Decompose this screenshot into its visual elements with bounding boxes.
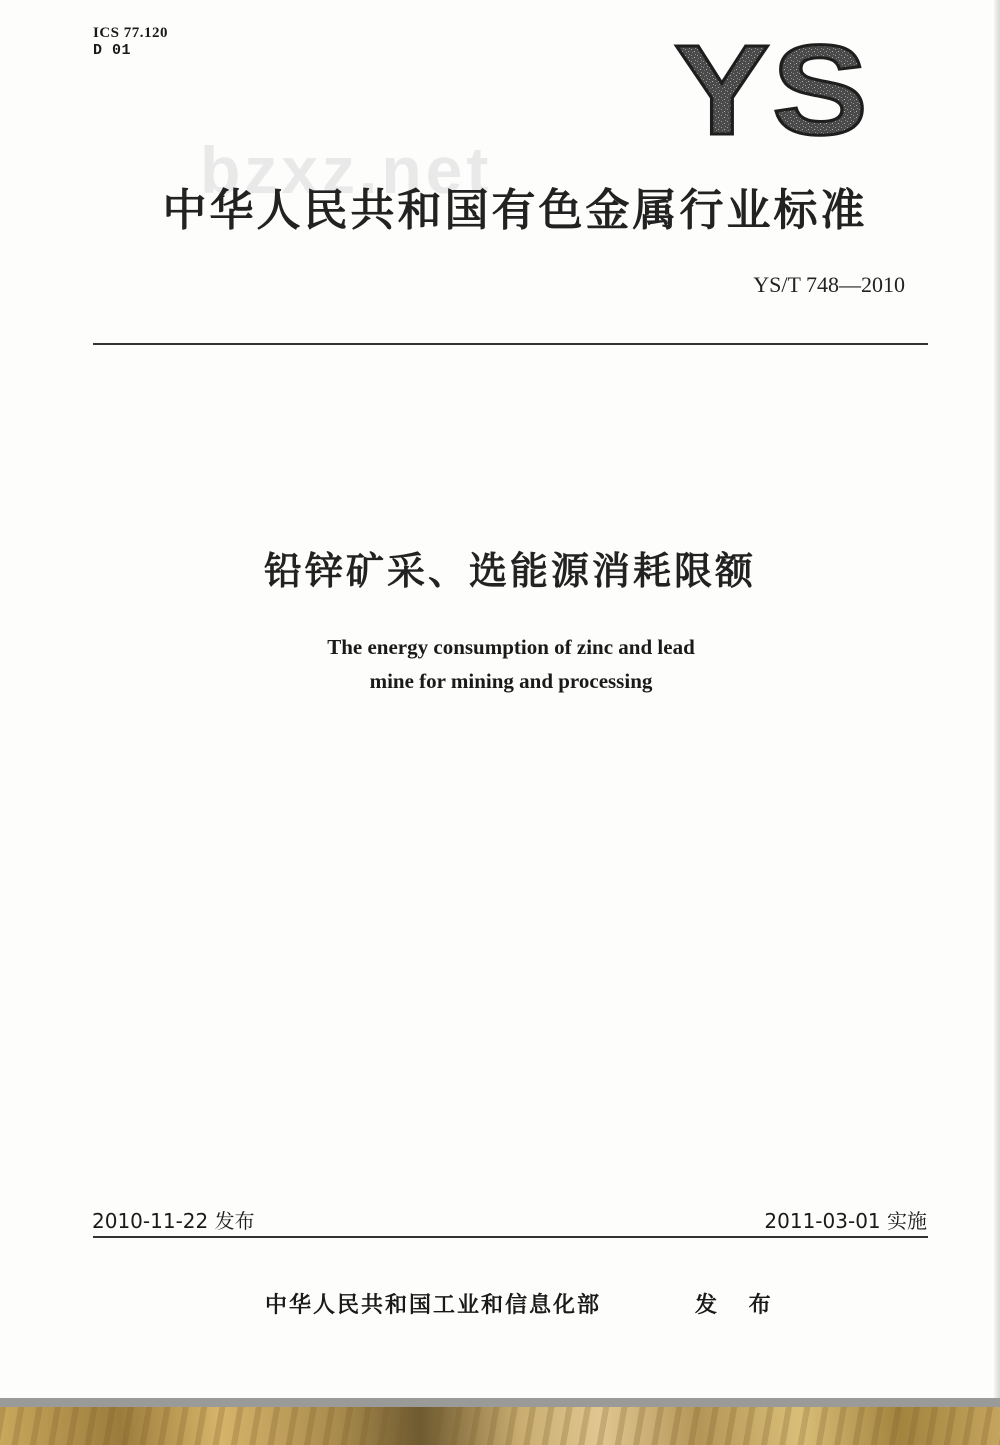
ics-code: ICS 77.120 xyxy=(93,25,169,41)
category-code: D 01 xyxy=(93,42,132,59)
bottom-divider xyxy=(93,1236,928,1238)
issue-date: 2010-11-22 发布 xyxy=(92,1209,255,1233)
standard-number: YS/T 748—2010 xyxy=(753,272,905,297)
issuing-authority: 中华人民共和国工业和信息化部 xyxy=(265,1293,602,1318)
watermark: bzxz.net xyxy=(200,133,493,207)
document-title-english-line2: mine for mining and processing xyxy=(369,669,653,693)
standard-title: 中华人民共和国有色金属行业标准 xyxy=(162,185,868,236)
classification-codes xyxy=(93,24,168,60)
issue-label: 发 布 xyxy=(695,1293,783,1318)
top-divider xyxy=(93,343,928,345)
ys-logo xyxy=(672,30,872,142)
document-title-english-line1: The energy consumption of zinc and lead xyxy=(327,635,695,659)
page-edge-shadow xyxy=(994,0,1000,1405)
ys-logo-text: YS xyxy=(674,30,870,142)
document-title-chinese: 铅锌矿采、选能源消耗限额 xyxy=(263,549,756,593)
document-title-english xyxy=(0,630,1000,698)
bottom-photo-strip xyxy=(0,1398,1000,1445)
landscape-photo xyxy=(0,1407,1000,1445)
implementation-date: 2011-03-01 实施 xyxy=(764,1209,927,1233)
